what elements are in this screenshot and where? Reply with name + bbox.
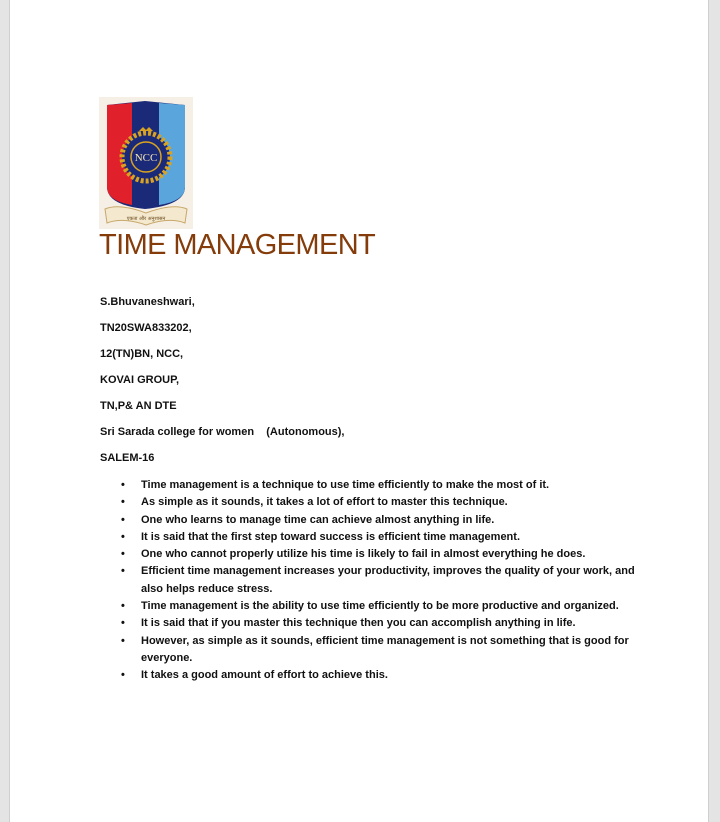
info-city: SALEM-16 bbox=[100, 452, 155, 464]
list-item-text: However, as simple as it sounds, efficient time management is not something that is good for everyone. bbox=[141, 634, 629, 664]
list-item bbox=[118, 494, 638, 511]
list-item bbox=[118, 546, 638, 563]
bullet-icon: • bbox=[121, 513, 125, 526]
bullet-icon: • bbox=[121, 548, 125, 561]
list-item-text: Time management is the ability to use time efficiently to be more productive and organized. bbox=[141, 600, 619, 613]
list-item-text: Time management is a technique to use time efficiently to make the most of it. bbox=[141, 479, 550, 491]
list-item-text: One who learns to manage time can achieve almost anything in life. bbox=[141, 513, 495, 526]
bullet-icon: • bbox=[121, 565, 125, 578]
list-item-text: It is said that if you master this technique then you can accomplish anything in life. bbox=[141, 617, 576, 630]
info-regno: TN20SWA833202, bbox=[100, 322, 192, 334]
list-item bbox=[118, 529, 638, 546]
list-item-text: As simple as it sounds, it takes a lot of effort to master this technique. bbox=[141, 496, 508, 509]
list-item bbox=[118, 633, 638, 668]
list-item-text: One who cannot properly utilize his time is likely to fail in almost everything he does. bbox=[141, 548, 586, 561]
list-item-text: It takes a good amount of effort to achieve this. bbox=[141, 669, 388, 682]
info-directorate: TN,P& AN DTE bbox=[100, 400, 177, 412]
ncc-logo bbox=[99, 97, 193, 229]
document-page bbox=[9, 0, 709, 822]
ncc-emblem-icon bbox=[99, 97, 193, 229]
bullet-icon: • bbox=[121, 496, 125, 509]
list-item bbox=[118, 598, 638, 615]
info-name: S.Bhuvaneshwari, bbox=[100, 296, 195, 308]
list-item bbox=[118, 477, 638, 494]
bullet-icon: • bbox=[121, 634, 125, 647]
emblem-text: NCC bbox=[134, 152, 158, 164]
bullet-icon: • bbox=[121, 479, 125, 491]
bullet-icon: • bbox=[121, 530, 125, 543]
logo-motto: एकता और अनुशासन bbox=[126, 216, 166, 222]
list-item bbox=[118, 615, 638, 632]
list-item-text: Efficient time management increases your productivity, improves the quality of your work, and also helps reduce stress. bbox=[141, 565, 635, 595]
info-college: Sri Sarada college for women (Autonomous), bbox=[100, 426, 345, 438]
bullet-icon: • bbox=[121, 617, 125, 630]
info-group: KOVAI GROUP, bbox=[100, 374, 180, 386]
page-title: TIME MANAGEMENT bbox=[99, 229, 376, 261]
bullet-list bbox=[118, 477, 638, 685]
bullet-icon: • bbox=[121, 669, 125, 682]
list-item bbox=[118, 512, 638, 529]
info-battalion: 12(TN)BN, NCC, bbox=[100, 348, 184, 360]
bullet-icon: • bbox=[121, 600, 125, 613]
list-item-text: It is said that the first step toward success is efficient time management. bbox=[141, 530, 520, 543]
list-item bbox=[118, 563, 638, 598]
list-item bbox=[118, 667, 638, 684]
